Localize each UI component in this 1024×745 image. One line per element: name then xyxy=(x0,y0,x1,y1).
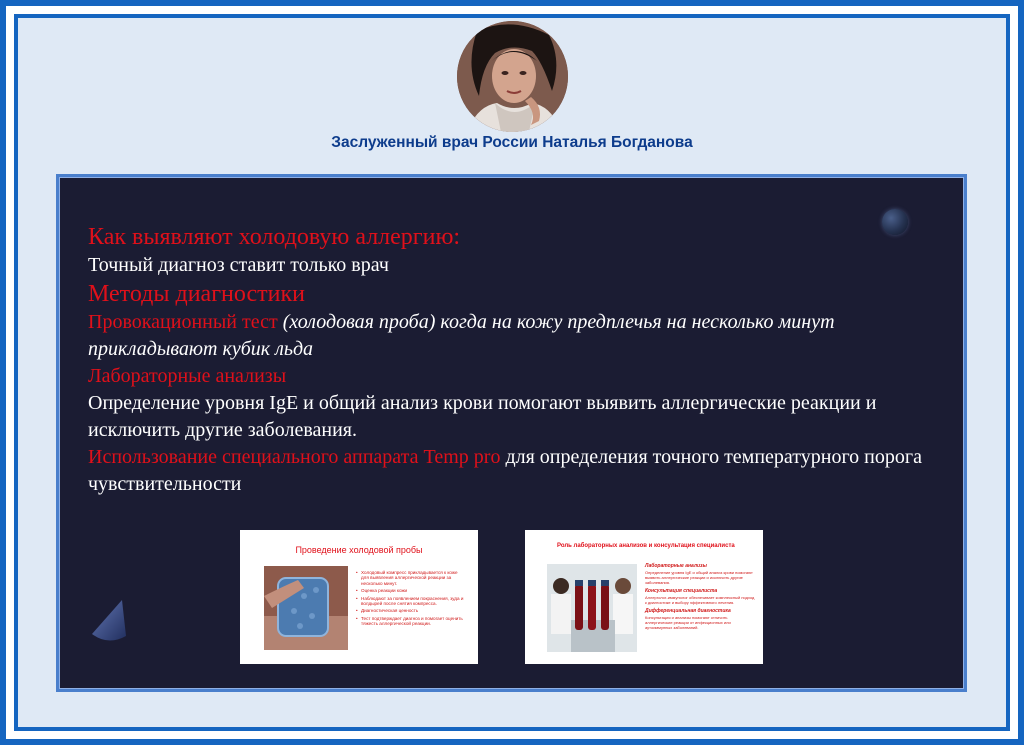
provocation-paragraph xyxy=(88,309,928,363)
thumbnail-cold-test[interactable] xyxy=(240,530,478,664)
device-text: для определения точного температурного порога чувствительности xyxy=(88,446,922,495)
section-body: Консультация и анализы помогают отличить аллергические реакции от инфекционных или аутоиммунных заболеваний. xyxy=(645,615,731,630)
cold-compress-image xyxy=(264,566,348,650)
portrait-image xyxy=(457,21,568,132)
section-title: Консультация специалиста xyxy=(645,588,718,594)
decorative-cone xyxy=(86,598,130,644)
presentation-slide xyxy=(59,177,964,689)
device-label: Использование специального аппарата Temp pro xyxy=(88,446,501,468)
diagnosis-note: Точный диагноз ставит только врач xyxy=(88,254,389,276)
list-item: • Оценка реакции кожи xyxy=(356,588,466,593)
slide-frame xyxy=(56,174,967,692)
slide-text xyxy=(88,222,928,498)
section-body: Определение уровня IgE и общий анализ крови помогают выявить аллергические реакции и исключить другие заболевания. xyxy=(645,570,753,585)
lab-tubes-image xyxy=(547,564,637,652)
thumbnail-lab-tests[interactable] xyxy=(525,530,763,664)
lab-text: Определение уровня IgE и общий анализ крови помогают выявить аллергические реакции и исключить другие заболевания. xyxy=(88,392,877,441)
provocation-text: (холодовая проба) когда на кожу предплечья на несколько минут прикладывают кубик льда xyxy=(88,311,835,360)
thumbnail-sections xyxy=(645,560,755,630)
section-title: Лабораторные анализы xyxy=(645,563,707,569)
list-item: • Диагностическая ценность xyxy=(356,608,466,613)
device-paragraph xyxy=(88,444,928,498)
avatar xyxy=(457,21,568,132)
lab-heading: Лабораторные анализы xyxy=(88,365,287,387)
methods-heading: Методы диагностики xyxy=(88,281,305,307)
section-title: Дифференциальная диагностика xyxy=(645,608,731,614)
list-item: • Тест подтверждает диагноз и помогает оценить тяжесть аллергической реакции. xyxy=(356,616,466,627)
doctor-name: Заслуженный врач России Наталья Богданова xyxy=(331,134,693,151)
thumbnail-title: Проведение холодовой пробы xyxy=(295,545,423,555)
list-item: • Наблюдают за появлением покраснения, зуда и волдырей после снятия компресса. xyxy=(356,596,466,607)
list-item: • Холодовый компресс прикладывается к коже для выявления аллергической реакции за несколько минут. xyxy=(356,570,466,586)
thumbnail-list xyxy=(356,570,466,629)
slide-heading: Как выявляют холодовую аллергию: xyxy=(88,224,461,250)
section-body: Аллерголог-иммунолог обеспечивает комплексный подход к диагностике и выбору эффективного лечения. xyxy=(645,595,755,605)
provocation-label: Провокационный тест xyxy=(88,311,278,333)
thumbnail-title: Роль лабораторных анализов и консультация специалиста xyxy=(557,543,735,549)
